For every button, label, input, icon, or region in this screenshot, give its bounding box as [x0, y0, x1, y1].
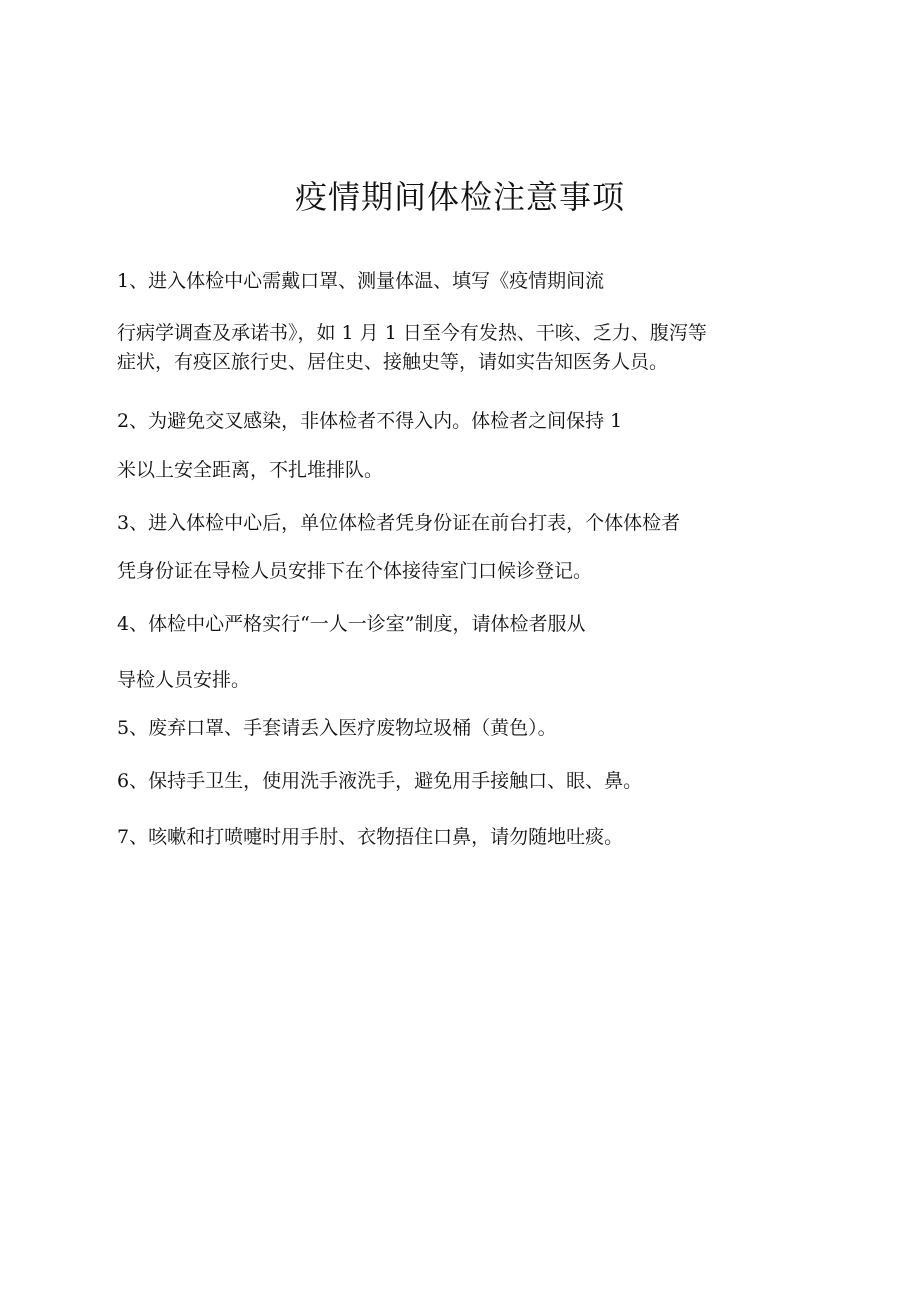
notice-item-2-line-1: 2、为避免交叉感染，非体检者不得入内。体检者之间保持 1	[117, 410, 623, 432]
notice-item-1-line-3: 症状，有疫区旅行史、居住史、接触史等，请如实告知医务人员。	[117, 351, 669, 373]
notice-item-2-line-2: 米以上安全距离，不扎堆排队。	[117, 459, 384, 481]
notice-item-3-line-1: 3、进入体检中心后，单位体检者凭身份证在前台打表，个体体检者	[117, 512, 681, 534]
notice-item-3-line-2: 凭身份证在导检人员安排下在个体接待室门口候诊登记。	[117, 560, 593, 582]
notice-item-4-line-1: 4、体检中心严格实行“一人一诊室”制度，请体检者服从	[117, 613, 586, 635]
notice-item-1-line-1: 1、进入体检中心需戴口罩、测量体温、填写《疫情期间流	[117, 270, 605, 292]
notice-item-6-line-1: 6、保持手卫生，使用洗手液洗手，避免用手接触口、眼、鼻。	[117, 770, 643, 792]
notice-item-5-line-1: 5、废弃口罩、手套请丢入医疗废物垃圾桶（黄色）。	[117, 717, 557, 739]
notice-item-7-line-1: 7、咳嗽和打喷嚏时用手肘、衣物捂住口鼻，请勿随地吐痰。	[117, 826, 624, 848]
notice-item-4-line-2: 导检人员安排。	[117, 669, 251, 691]
document-title: 疫情期间体检注意事项	[294, 178, 625, 216]
notice-item-1-line-2: 行病学调查及承诺书》，如 1 月 1 日至今有发热、干咳、乏力、腹泻等	[117, 322, 707, 344]
